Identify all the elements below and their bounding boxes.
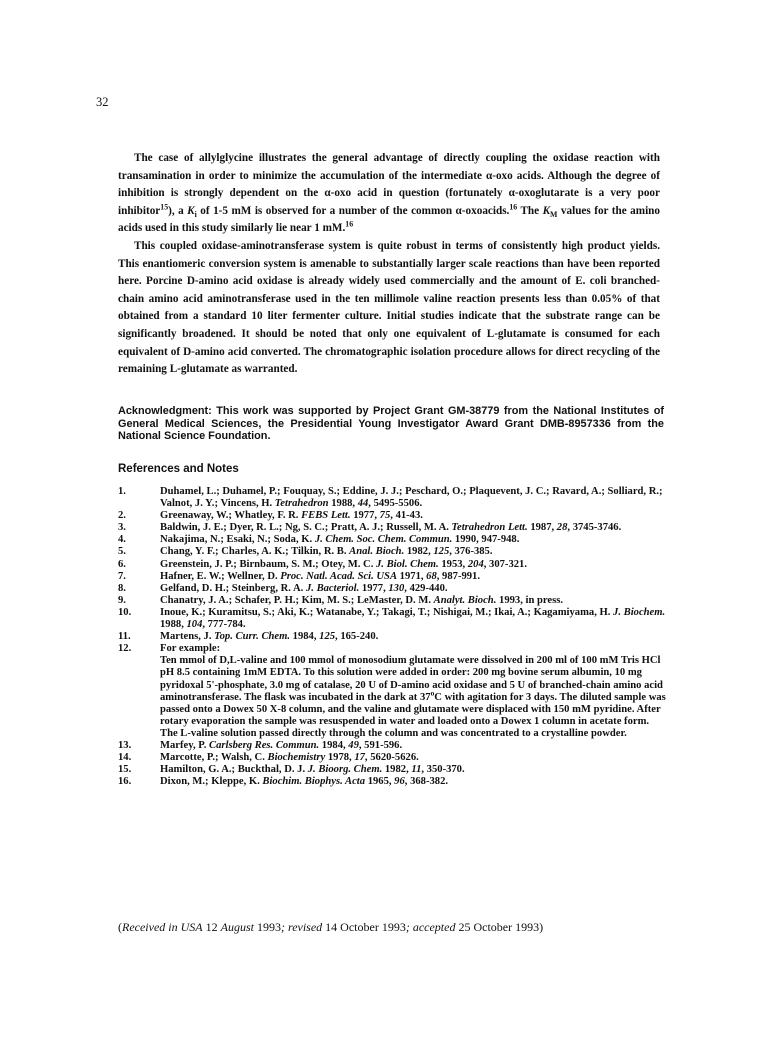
- reference-item: [118, 510, 668, 522]
- text-run: ), a: [168, 204, 188, 217]
- text-run: 25 October 1993): [455, 920, 544, 934]
- text-run: Proc. Natl. Acad. Sci. USA: [280, 570, 398, 582]
- reference-text: [160, 534, 668, 546]
- acknowledgment: [118, 405, 664, 443]
- reference-number: 9.: [118, 594, 126, 606]
- text-run: 16: [345, 219, 354, 229]
- text-run: , 777-784.: [202, 619, 246, 631]
- text-run: ,: [181, 619, 187, 631]
- text-run: Nakajima, N.; Esaki, N.; Soda, K.: [160, 534, 315, 546]
- text-run: ,: [352, 498, 358, 510]
- text-run: J. Bacteriol.: [305, 582, 360, 594]
- text-run: Dixon, M.; Kleppe, K.: [160, 776, 263, 788]
- text-run: 125: [433, 546, 450, 558]
- reference-item: [118, 571, 668, 583]
- text-run: Biochim. Biophys. Acta: [262, 776, 366, 788]
- reference-text: [160, 546, 668, 558]
- text-run: ,: [342, 739, 349, 751]
- text-run: ,: [462, 558, 468, 570]
- text-run: 1988: [160, 619, 182, 631]
- reference-text: [160, 571, 668, 583]
- text-run: , 5620-5626.: [364, 752, 419, 764]
- text-run: C with agitation for 3 days. The diluted sample was passed onto a Dowex 50 X-8 column, and the valine and glutamate were displaced with 150 mM pyridine. After rotary evaporation the sample was resuspended in water and loaded onto a Dowex 1 column in acetate form. The L-valine solution passed directly through the column and was concentrated to a crystalline powder.: [160, 691, 666, 739]
- reference-number: 16.: [118, 776, 132, 788]
- text-run: 1953: [441, 558, 463, 570]
- reference-number: 7.: [118, 570, 126, 582]
- text-run: Top. Curr. Chem.: [214, 631, 290, 643]
- reference-item: [118, 643, 668, 740]
- text-run: 1987: [530, 522, 552, 534]
- text-run: K: [187, 204, 195, 217]
- reference-number: 5.: [118, 546, 126, 558]
- acknowledgment-text: This work was supported by Project Grant GM-38779 from the National Institutes of General Medical Sciences, the Presidential Young Investigator Award Grant DMB-8957336 from the National Science Foundation.: [118, 405, 664, 443]
- acknowledgment-label: Acknowledgment:: [118, 405, 212, 417]
- text-run: ,: [406, 764, 412, 776]
- text-run: 1993: [499, 594, 521, 606]
- text-run: Inoue, K.; Kuramitsu, S.; Aki, K.; Watanabe, Y.; Takagi, T.; Nishigai, M.; Ikai, A.; Kagamiyama, H.: [160, 606, 614, 618]
- text-run: ,: [388, 776, 395, 788]
- reference-text: [160, 595, 668, 607]
- text-run: ,: [313, 631, 320, 643]
- text-run: Greenstein, J. P.; Birnbaum, S. M.; Otey, M. C.: [160, 558, 376, 570]
- reference-number: 14.: [118, 752, 132, 764]
- reference-number: 1.: [118, 486, 126, 497]
- text-run: , 376-385.: [449, 546, 493, 558]
- text-run: 1988: [331, 498, 353, 510]
- reference-number: 13.: [118, 739, 132, 751]
- text-run: 49: [348, 739, 359, 751]
- reference-item: [118, 546, 668, 558]
- reference-item: [118, 486, 668, 510]
- text-run: 104: [186, 619, 203, 631]
- text-run: 1977: [361, 582, 384, 594]
- reference-number: 6.: [118, 558, 126, 570]
- text-run: Marfey, P.: [160, 739, 210, 751]
- text-run: K: [542, 204, 551, 217]
- text-run: o: [430, 688, 435, 698]
- text-run: 1982: [384, 764, 407, 776]
- body-text: [118, 150, 660, 379]
- text-run: 1993: [253, 920, 281, 934]
- reference-item: [118, 631, 668, 643]
- reference-text: [160, 740, 668, 752]
- text-run: This coupled oxidase-aminotransferase system is quite robust in terms of consistently high product yields. This enantiomeric conversion system is amenable to substantially larger scale reactions than have been reported here. Porcine D-amino acid oxidase is already widely used commercially and the amount of E. coli branched-chain amino acid aminotransferase used in the ten millimole valine reaction presents less than 0.05% of that obtained from a standard 10 liter fermenter culture. Initial studies indicate that the substrate range can be significantly broadened. It should be noted that only one equivalent of L-glutamate is consumed for each equivalent of D-amino acid converted. The chromatographic isolation procedure allows for direct recycling of the remaining L-glutamate as warranted.: [118, 239, 660, 376]
- text-run: , 591-596.: [358, 739, 403, 751]
- reference-item: [118, 752, 668, 764]
- text-run: ; revised: [280, 920, 323, 934]
- text-run: , 368-382.: [404, 776, 449, 788]
- text-run: Carlsberg Res. Commun.: [209, 739, 320, 751]
- reference-text: [160, 643, 668, 740]
- text-run: 44: [357, 498, 369, 510]
- text-run: , 429-440.: [404, 582, 448, 594]
- reference-item: [118, 776, 668, 788]
- reference-number: 4.: [118, 534, 126, 546]
- text-run: Received in USA: [122, 920, 203, 934]
- reference-number: 2.: [118, 510, 126, 522]
- text-run: Analyt. Bioch.: [433, 594, 497, 606]
- text-run: ,: [349, 752, 355, 764]
- text-run: 15: [160, 202, 169, 212]
- reference-item: [118, 740, 668, 752]
- text-run: Anal. Bioch.: [349, 546, 405, 558]
- text-run: , 3745-3746.: [567, 522, 622, 534]
- paragraph-1: [118, 150, 660, 238]
- reference-text: [160, 522, 668, 534]
- text-run: ,: [420, 570, 427, 582]
- text-run: , 41-43.: [390, 510, 423, 522]
- text-run: 12: [202, 920, 221, 934]
- text-run: 96: [394, 776, 405, 788]
- text-run: , 947-948.: [476, 534, 520, 546]
- text-run: 1978: [327, 752, 350, 764]
- reference-number: 8.: [118, 582, 126, 594]
- text-run: Hamilton, G. A.; Buckthal, D. J.: [160, 764, 308, 776]
- reference-text: [160, 559, 668, 571]
- text-run: Chang, Y. F.; Charles, A. K.; Tilkin, R. B.: [160, 546, 350, 558]
- text-run: values for the amino acids used in this study similarly lie near 1 mM.: [118, 204, 660, 235]
- text-run: J. Biol. Chem.: [376, 558, 439, 570]
- text-run: 204: [467, 558, 484, 570]
- reference-text: [160, 631, 668, 643]
- text-run: Tetrahedron Lett.: [451, 522, 528, 534]
- text-run: 14 October 1993: [322, 920, 406, 934]
- text-run: 1971: [399, 570, 421, 582]
- text-run: 1965: [367, 776, 389, 788]
- reference-item: [118, 559, 668, 571]
- references-heading: References and Notes: [118, 463, 239, 475]
- text-run: 11: [411, 764, 422, 776]
- text-run: (: [118, 920, 122, 934]
- text-run: , 987-991.: [436, 570, 481, 582]
- text-run: FEBS Lett.: [301, 510, 351, 522]
- received-dates: [118, 920, 543, 935]
- text-run: Chanatry, J. A.; Schafer, P. H.; Kim, M. S.; LeMaster, D. M.: [160, 594, 434, 606]
- reference-text: [160, 583, 668, 595]
- text-run: , 165-240.: [335, 631, 379, 643]
- text-run: ,: [428, 546, 434, 558]
- text-run: Martens, J.: [160, 631, 215, 643]
- reference-item: [118, 607, 668, 631]
- text-run: Greenaway, W.; Whatley, F. R.: [160, 510, 302, 522]
- text-run: Biochemistry: [267, 752, 326, 764]
- text-run: For example:: [160, 643, 221, 655]
- text-run: The: [517, 204, 543, 217]
- text-run: Hafner, E. W.; Wellner, D.: [160, 570, 281, 582]
- text-run: 1990: [454, 534, 477, 546]
- reference-item: [118, 534, 668, 546]
- text-run: 1982: [406, 546, 429, 558]
- text-run: , 350-370.: [421, 764, 465, 776]
- text-run: 130: [388, 582, 405, 594]
- reference-number: 3.: [118, 522, 126, 534]
- text-run: 125: [319, 631, 336, 643]
- reference-text: [160, 607, 668, 631]
- text-run: 28: [556, 522, 568, 534]
- text-run: 1984: [321, 739, 343, 751]
- text-run: ,: [374, 510, 380, 522]
- text-run: ,: [551, 522, 557, 534]
- reference-item: [118, 522, 668, 534]
- text-run: Marcotte, P.; Walsh, C.: [160, 752, 268, 764]
- text-run: Duhamel, L.; Duhamel, P.; Fouquay, S.; Eddine, J. J.; Peschard, O.; Plaquevent, J. C.; Ravard, A.; Solliard, R.; Valnot, J. Y.; Vincens, H.: [160, 486, 663, 510]
- text-run: , 307-321.: [483, 558, 527, 570]
- reference-text: [160, 752, 668, 764]
- reference-text: [160, 486, 668, 510]
- text-run: Gelfand, D. H.; Steinberg, R. A.: [160, 582, 306, 594]
- reference-item: [118, 595, 668, 607]
- text-run: 75: [379, 510, 391, 522]
- reference-number: 12.: [118, 643, 132, 655]
- reference-item: [118, 583, 668, 595]
- reference-number: 11.: [118, 631, 131, 643]
- text-run: J. Biochem.: [613, 606, 666, 618]
- text-run: 16: [509, 202, 518, 212]
- text-run: , 5495-5506.: [368, 498, 423, 510]
- page-number: 32: [96, 95, 109, 109]
- reference-text: [160, 776, 668, 788]
- reference-text: [160, 764, 668, 776]
- text-run: J. Bioorg. Chem.: [307, 764, 383, 776]
- reference-item: [118, 764, 668, 776]
- references-list: [118, 486, 668, 788]
- text-run: Tetrahedron: [274, 498, 329, 510]
- text-run: M: [550, 210, 558, 220]
- text-run: Ten mmol of D,L-valine and 100 mmol of monosodium glutamate were dissolved in 200 ml of 100 mM Tris HCl pH 8.5 containing 1mM EDTA. To this solution were added in order: 200 mg bovine serum albumin, 10 mg pyridoxal 5'-phosphate, 3.0 mg of catalase, 20 U of D-amino acid oxidase and 5 U of branched-chain amino acid aminotransferase. The flask was incubated in the dark at 37: [160, 655, 663, 703]
- reference-number: 15.: [118, 764, 132, 776]
- text-run: , in press.: [520, 594, 563, 606]
- text-run: 1977: [353, 510, 375, 522]
- text-run: August: [220, 920, 254, 934]
- text-run: of 1-5 mM is observed for a number of the common α-oxoacids.: [196, 204, 510, 217]
- text-run: i: [194, 210, 197, 220]
- text-run: ,: [383, 582, 389, 594]
- text-run: 68: [426, 570, 437, 582]
- text-run: The case of allylglycine illustrates the general advantage of directly coupling the oxidase reaction with transamination in order to minimize the accumulation of the intermediate α-oxo acids. Although the degree of inhibition is strongly dependent on the α-oxo acid in question (fortunately α-oxoglutarate is a very poor inhibitor: [118, 152, 660, 217]
- text-run: Baldwin, J. E.; Dyer, R. L.; Ng, S. C.; Pratt, A. J.; Russell, M. A.: [160, 522, 452, 534]
- text-run: J. Chem. Soc. Chem. Commun.: [314, 534, 453, 546]
- text-run: 1984: [292, 631, 314, 643]
- paragraph-2: [118, 238, 660, 379]
- text-run: ; accepted: [405, 920, 456, 934]
- reference-number: 10.: [118, 606, 132, 618]
- text-run: 17: [354, 752, 365, 764]
- reference-text: [160, 510, 668, 522]
